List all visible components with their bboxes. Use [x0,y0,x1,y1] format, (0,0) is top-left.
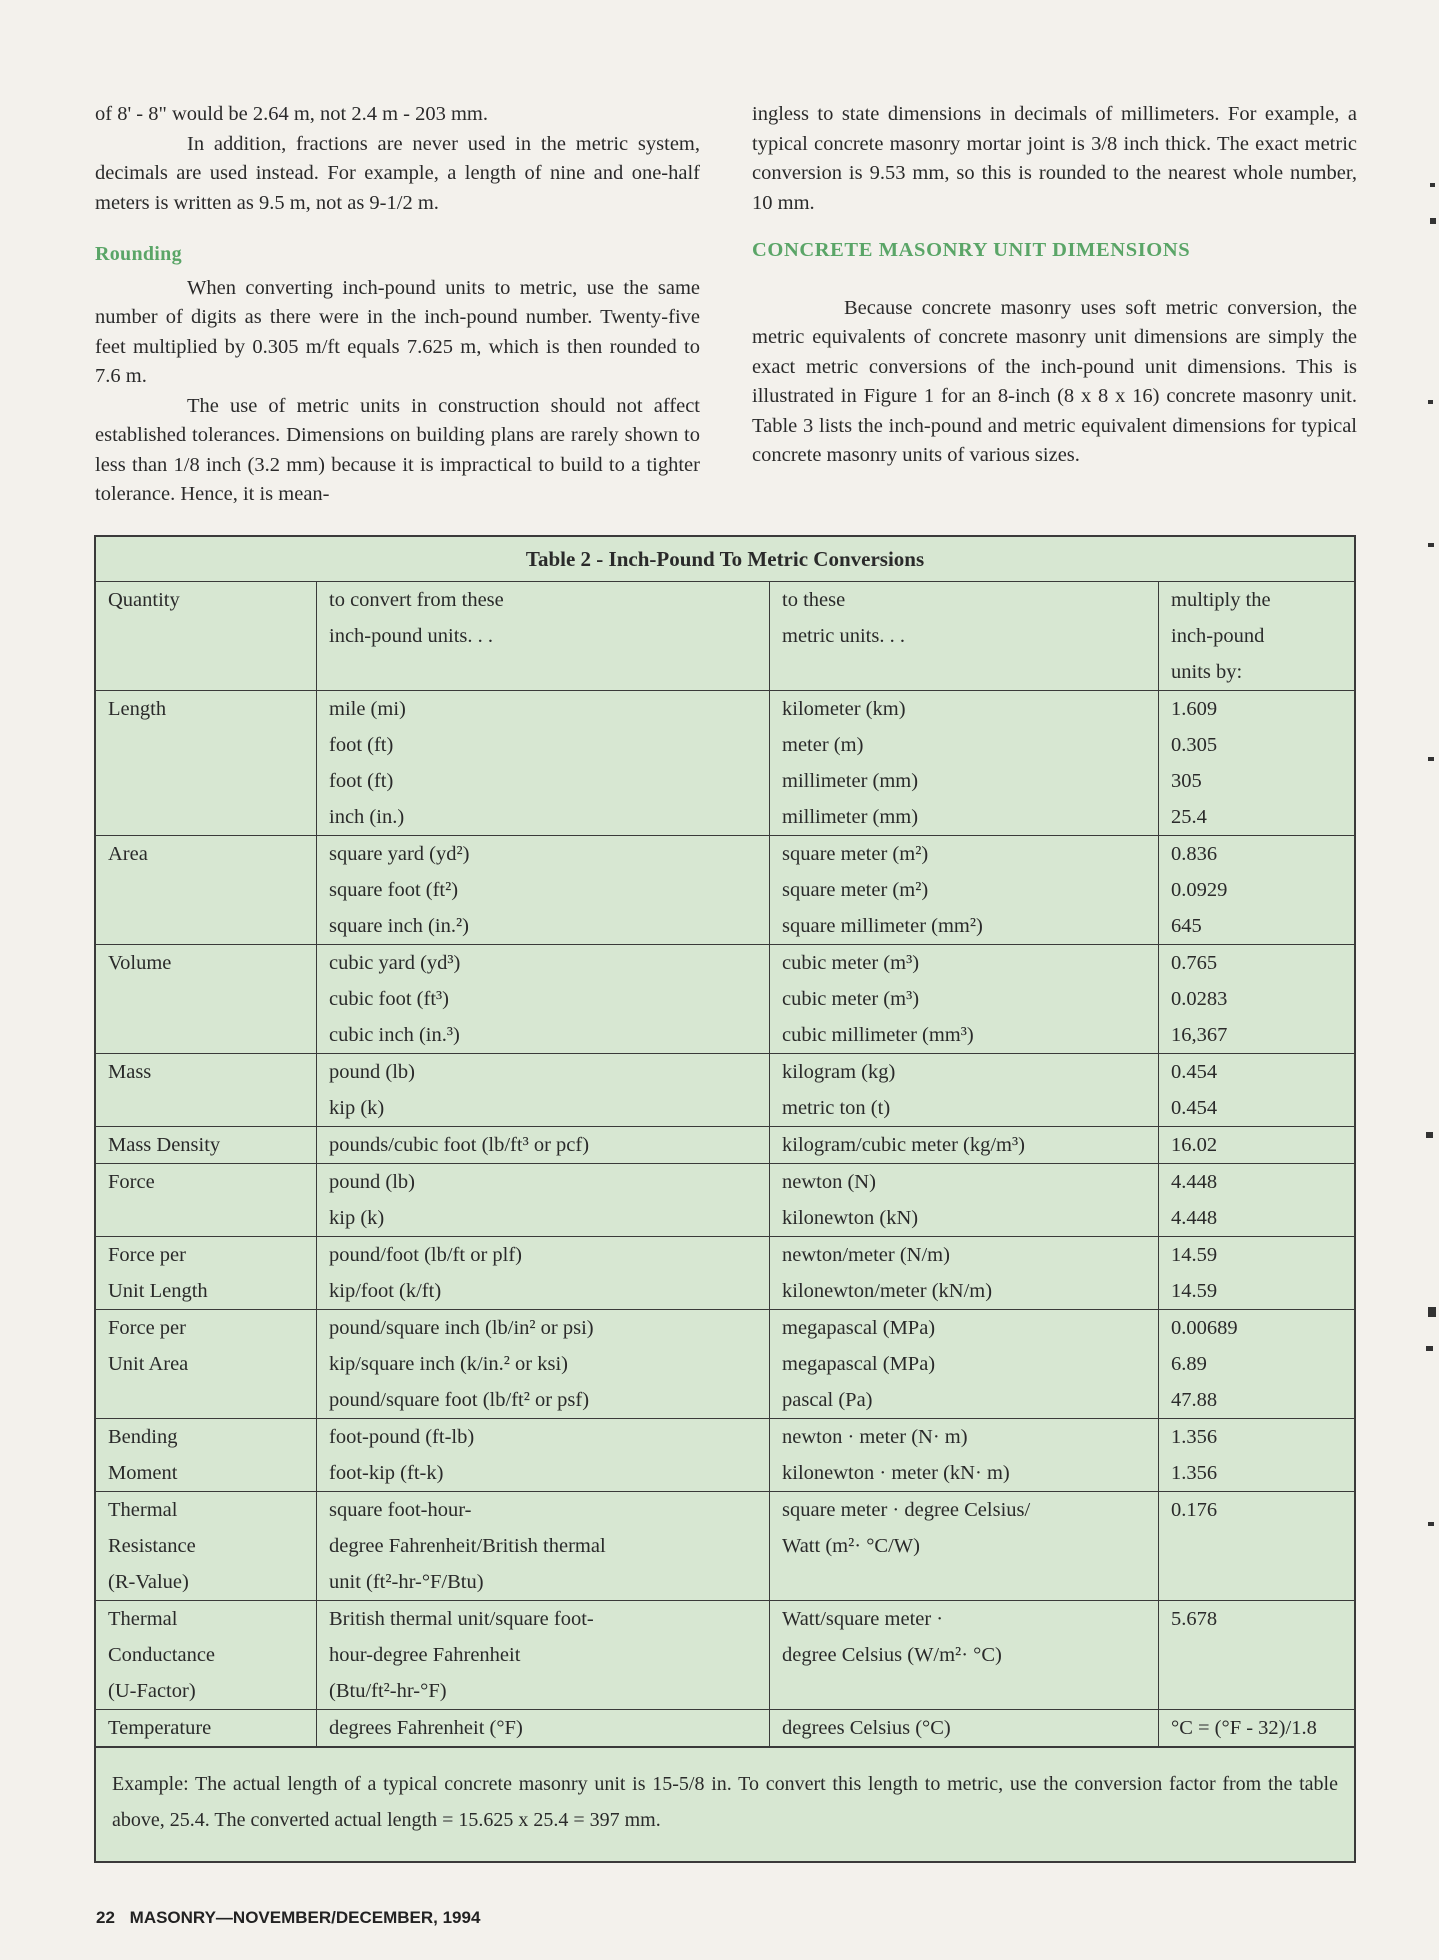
factor-cell [1159,1054,1355,1127]
table-header-row [96,582,1354,691]
cell-line: cubic yard (yd³) [329,952,461,974]
cell-line: (Btu/ft²-hr-°F) [329,1680,447,1702]
cell-line: metric ton (t) [782,1097,891,1119]
cell-line: 305 [1171,770,1202,792]
cell-line: Conductance [108,1644,216,1666]
cell-line: megapascal (MPa) [782,1353,936,1375]
cell-line: Mass [108,1061,152,1083]
cell-line: cubic foot (ft³) [329,988,449,1010]
cell-line: Force [108,1171,155,1193]
paragraph: When converting inch-pound units to metric, use the same number of digits as there were in the inch-pound number. Twenty-five feet multiplied by 0.305 m/ft equals 7.625 m, which is then rounded to 7.6 m. [95,276,700,387]
cell-line: 25.4 [1171,806,1207,828]
cell-line: square foot (ft²) [329,879,459,901]
from-unit-cell [317,1419,770,1492]
cell-line: °C = (°F - 32)/1.8 [1171,1717,1317,1739]
cell-line: 16,367 [1171,1024,1228,1046]
section-heading-cmu-dimensions: CONCRETE MASONRY UNIT DIMENSIONS [752,239,1191,261]
cell-line: kip (k) [329,1097,385,1119]
table-row [96,1054,1354,1127]
cell-line: 47.88 [1171,1389,1218,1411]
cell-line: newton · meter (N· m) [782,1426,968,1448]
table-row [96,1310,1354,1419]
to-unit-cell [770,1127,1159,1164]
to-unit-cell [770,1419,1159,1492]
cell-line: pounds/cubic foot (lb/ft³ or pcf) [329,1134,590,1156]
conversion-table [96,581,1354,1747]
cell-line: 4.448 [1171,1171,1218,1193]
cell-line: Thermal [108,1499,178,1521]
cell-line: 0.00689 [1171,1317,1238,1339]
table-title: Table 2 - Inch-Pound To Metric Conversions [525,547,925,571]
scan-mark [1428,757,1434,761]
cell-line: pound/square foot (lb/ft² or psf) [329,1389,590,1411]
factor-cell [1159,1127,1355,1164]
from-unit-cell [317,1054,770,1127]
from-unit-cell [317,1237,770,1310]
to-unit-cell [770,1710,1159,1747]
cell-line: foot (ft) [329,734,394,756]
from-unit-cell [317,1492,770,1601]
cell-line: pound/foot (lb/ft or plf) [329,1244,523,1266]
to-unit-cell [770,1237,1159,1310]
cell-line: kilometer (km) [782,698,906,720]
cell-line: degrees Celsius (°C) [782,1717,951,1739]
page-number: 22 [96,1908,115,1927]
factor-cell [1159,1164,1355,1237]
cell-line: square millimeter (mm²) [782,915,983,937]
quantity-cell [96,1419,317,1492]
quantity-cell [96,691,317,836]
cell-line: cubic meter (m³) [782,988,920,1010]
scan-mark [1426,1132,1433,1138]
cell-line: square inch (in.²) [329,915,469,937]
cell-line: mile (mi) [329,698,406,720]
cell-line: cubic meter (m³) [782,952,920,974]
factor-cell [1159,691,1355,836]
from-unit-cell [317,1310,770,1419]
cell-line: hour-degree Fahrenheit [329,1644,521,1666]
quantity-cell [96,1310,317,1419]
cell-line: degrees Fahrenheit (°F) [329,1717,523,1739]
quantity-cell [96,1237,317,1310]
paragraph: In addition, fractions are never used in the metric system, decimals are used instead. For example, a length of nine and one-half meters is written as 9.5 m, not as 9-1/2 m. [95,132,700,214]
cell-line: square meter (m²) [782,879,929,901]
cell-line: foot-kip (ft-k) [329,1462,444,1484]
quantity-cell [96,1710,317,1747]
section-heading-rounding: Rounding [95,243,182,265]
cell-line: kilogram (kg) [782,1061,896,1083]
scan-mark [1428,1307,1436,1317]
cell-line: 0.765 [1171,952,1218,974]
to-unit-cell [770,1601,1159,1710]
cell-line: kip/foot (k/ft) [329,1280,442,1302]
cell-line: kilonewton/meter (kN/m) [782,1280,993,1302]
cell-line: Volume [108,952,172,974]
cell-line: Moment [108,1462,178,1484]
cell-line: pound (lb) [329,1061,415,1083]
from-unit-cell [317,836,770,945]
header-quantity: Quantity [96,582,317,691]
factor-cell [1159,1601,1355,1710]
cell-line: square meter · degree Celsius/ [782,1499,1031,1521]
table-row [96,1710,1354,1747]
right-column [752,100,1357,510]
cell-line: unit (ft²-hr-°F/Btu) [329,1571,484,1593]
scan-mark [1428,543,1434,547]
cell-line: 4.448 [1171,1207,1218,1229]
table-row [96,1127,1354,1164]
to-unit-cell [770,836,1159,945]
paragraph: The use of metric units in construction should not affect established tolerances. Dimensions on building plans are rarely shown to less than 1/8 inch (3.2 mm) because it is impractical to build to a tighter tolerance. Hence, it is mean- [95,394,700,505]
cell-line: 0.454 [1171,1061,1218,1083]
cell-line: Thermal [108,1608,178,1630]
cell-line: kip (k) [329,1207,385,1229]
table-row [96,1164,1354,1237]
table-row [96,1601,1354,1710]
to-unit-cell [770,691,1159,836]
cell-line: square yard (yd²) [329,843,470,865]
quantity-cell [96,1164,317,1237]
cell-line: 1.609 [1171,698,1218,720]
cell-line: 0.0283 [1171,988,1228,1010]
to-unit-cell [770,1310,1159,1419]
cell-line: 0.176 [1171,1499,1218,1521]
header-factor: multiply the inch-pound units by: [1159,582,1355,691]
cell-line: kilonewton (kN) [782,1207,919,1229]
quantity-cell [96,1601,317,1710]
scan-mark [1428,1522,1434,1526]
conversion-example: Example: The actual length of a typical concrete masonry unit is 15-5/8 in. To convert this length to metric, use the conversion factor from the table above, 25.4. The converted actual length = 15.625 x 25.4 = 397 mm. [96,1747,1354,1838]
scan-mark [1430,218,1436,224]
cell-line: kilogram/cubic meter (kg/m³) [782,1134,1025,1156]
to-unit-cell [770,1164,1159,1237]
to-unit-cell [770,945,1159,1054]
factor-cell [1159,836,1355,945]
cell-line: newton/meter (N/m) [782,1244,950,1266]
cell-line: cubic inch (in.³) [329,1024,460,1046]
cell-line: newton (N) [782,1171,876,1193]
paragraph: ingless to state dimensions in decimals of millimeters. For example, a typical concrete masonry mortar joint is 3/8 inch thick. The exact metric conversion is 9.53 mm, so this is rounded to the nearest whole number, 10 mm. [752,103,1357,214]
cell-line: Force per [108,1244,186,1266]
cell-line: square foot-hour- [329,1499,472,1521]
cell-line: 16.02 [1171,1134,1218,1156]
cell-line: foot-pound (ft-lb) [329,1426,475,1448]
cell-line: meter (m) [782,734,864,756]
cell-line: kip/square inch (k/in.² or ksi) [329,1353,569,1375]
cell-line: millimeter (mm) [782,806,919,828]
cell-line: 6.89 [1171,1353,1207,1375]
scan-mark [1428,400,1433,404]
table-row [96,1492,1354,1601]
table-row [96,836,1354,945]
factor-cell [1159,1237,1355,1310]
quantity-cell [96,1492,317,1601]
scan-mark [1430,183,1435,187]
cell-line: Force per [108,1317,186,1339]
cell-line: 0.305 [1171,734,1218,756]
cell-line: 14.59 [1171,1280,1218,1302]
factor-cell [1159,1492,1355,1601]
quantity-cell [96,945,317,1054]
header-from: to convert from these inch-pound units. . . [317,582,770,691]
to-unit-cell [770,1492,1159,1601]
scan-mark [1426,1346,1433,1351]
cell-line: Bending [108,1426,178,1448]
left-column [95,100,700,510]
cell-line: megapascal (MPa) [782,1317,936,1339]
cell-line: (U-Factor) [108,1680,196,1702]
table-row [96,1419,1354,1492]
cell-line: cubic millimeter (mm³) [782,1024,974,1046]
cell-line: 1.356 [1171,1426,1218,1448]
cell-line: inch (in.) [329,806,405,828]
cell-line: 14.59 [1171,1244,1218,1266]
cell-line: 0.0929 [1171,879,1228,901]
factor-cell [1159,1710,1355,1747]
cell-line: Watt (m²· °C/W) [782,1535,920,1557]
from-unit-cell [317,945,770,1054]
factor-cell [1159,945,1355,1054]
cell-line: Length [108,698,167,720]
cell-line: Unit Area [108,1353,189,1375]
cell-line: pound (lb) [329,1171,415,1193]
from-unit-cell [317,1710,770,1747]
from-unit-cell [317,1164,770,1237]
cell-line: degree Fahrenheit/British thermal [329,1535,606,1557]
to-unit-cell [770,1054,1159,1127]
table-row [96,691,1354,836]
cell-line: square meter (m²) [782,843,929,865]
paragraph: Because concrete masonry uses soft metric conversion, the metric equivalents of concrete masonry unit dimensions are simply the exact metric conversions of the inch-pound unit dimensions. This is illustrated in Figure 1 for an 8-inch (8 x 8 x 16) concrete masonry unit. Table 3 lists the inch-pound and metric equivalent dimensions for typical concrete masonry units of various sizes. [752,296,1357,466]
cell-line: pascal (Pa) [782,1389,873,1411]
cell-line: Watt/square meter · [782,1608,944,1630]
cell-line: millimeter (mm) [782,770,919,792]
conversion-table-panel [94,535,1356,1863]
quantity-cell [96,836,317,945]
cell-line: Resistance [108,1535,196,1557]
cell-line: foot (ft) [329,770,394,792]
cell-line: 1.356 [1171,1462,1218,1484]
cell-line: degree Celsius (W/m²· °C) [782,1644,1002,1666]
quantity-cell [96,1054,317,1127]
quantity-cell [96,1127,317,1164]
cell-line: (R-Value) [108,1571,189,1593]
cell-line: pound/square inch (lb/in² or psi) [329,1317,594,1339]
publication-line: MASONRY—NOVEMBER/DECEMBER, 1994 [129,1908,481,1927]
cell-line: British thermal unit/square foot- [329,1608,594,1630]
from-unit-cell [317,1601,770,1710]
cell-line: 0.836 [1171,843,1218,865]
factor-cell [1159,1419,1355,1492]
cell-line: 0.454 [1171,1097,1218,1119]
cell-line: Unit Length [108,1280,208,1302]
from-unit-cell [317,1127,770,1164]
cell-line: Temperature [108,1717,212,1739]
factor-cell [1159,1310,1355,1419]
cell-line: 645 [1171,915,1202,937]
from-unit-cell [317,691,770,836]
paragraph: of 8' - 8" would be 2.64 m, not 2.4 m - 203 mm. [95,103,488,125]
cell-line: Area [108,843,148,865]
cell-line: Mass Density [108,1134,221,1156]
table-row [96,1237,1354,1310]
cell-line: kilonewton · meter (kN· m) [782,1462,1010,1484]
cell-line: 5.678 [1171,1608,1218,1630]
table-row [96,945,1354,1054]
header-to: to these metric units. . . [770,582,1159,691]
text-columns [95,100,1357,510]
page-footer [96,1908,480,1928]
